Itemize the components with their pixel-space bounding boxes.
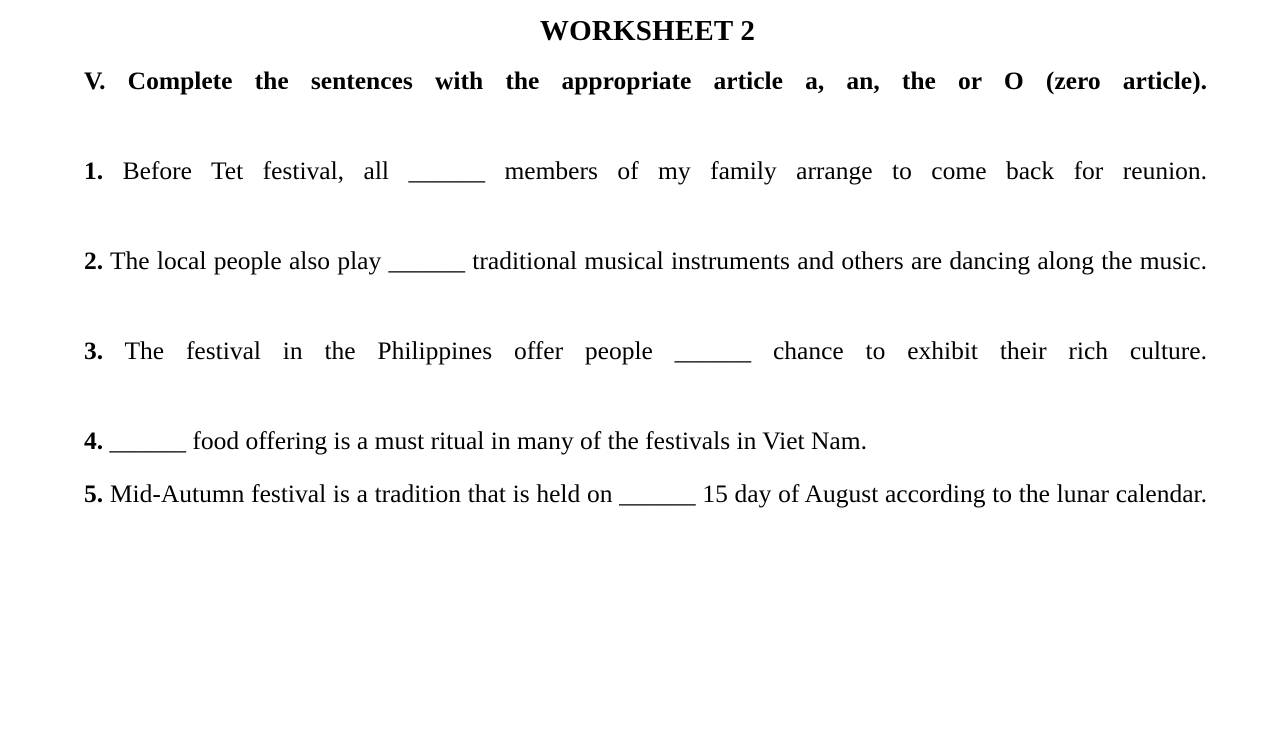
question-5-number: 5. [84,478,104,508]
question-5 [84,476,1211,550]
question-5-text-before: Mid-Autumn festival is a tradition that is held on [109,478,613,508]
question-2 [84,243,1211,317]
question-5-blank[interactable]: ______ [619,478,696,508]
question-2-text-after: traditional musical instruments and others are dancing along the music. [472,245,1207,275]
question-3-text-after: chance to exhibit their rich culture. [772,335,1207,365]
page-title: WORKSHEET 2 [539,15,756,47]
question-2-number: 2. [84,245,104,275]
question-1-number: 1. [84,155,104,185]
question-4-text-after: food offering is a must ritual in many of the festivals in Viet Nam. [192,425,867,455]
question-4 [84,423,1211,460]
question-1-text-after: members of my family arrange to come back for reunion. [504,155,1208,185]
question-3-blank[interactable]: ______ [674,335,752,365]
question-1-blank[interactable]: ______ [408,155,485,185]
question-3 [84,333,1211,407]
question-3-text-before: The festival in the Philippines offer people [124,335,653,365]
question-5-text-after: 15 day of August according to the lunar calendar. [702,478,1208,508]
question-3-number: 3. [84,335,104,365]
question-4-number: 4. [84,425,104,455]
question-4-blank[interactable]: ______ [109,425,186,455]
exercise-instruction [84,63,1211,137]
question-1-text-before: Before Tet festival, all [122,155,389,185]
question-1 [84,153,1211,227]
instruction-text: V. Complete the sentences with the appropriate article a, an, the or O (zero article). [84,65,1207,95]
question-2-text-before: The local people also play [109,245,382,275]
question-2-blank[interactable]: ______ [388,245,466,275]
